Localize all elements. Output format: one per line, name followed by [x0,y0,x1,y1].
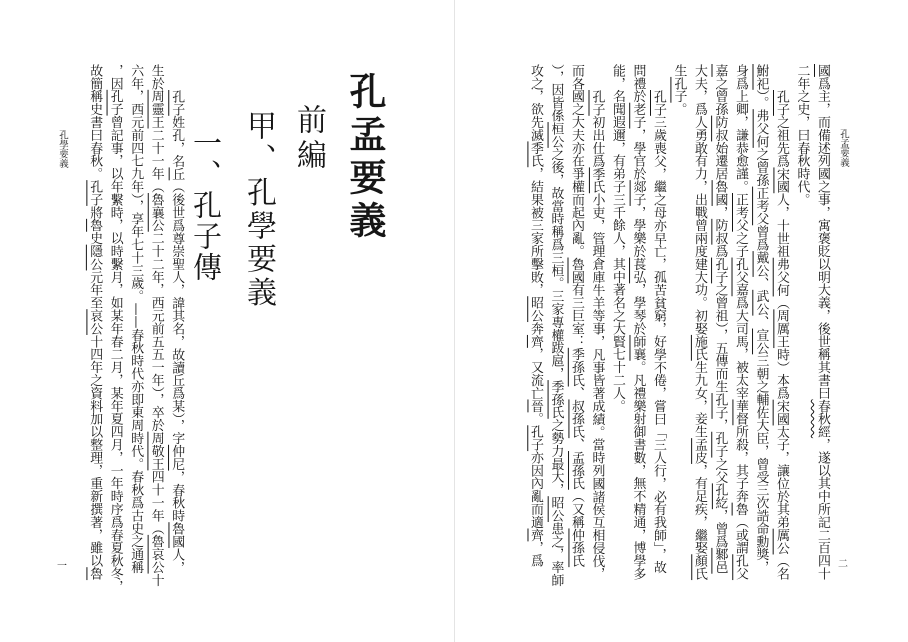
text-column [104,64,125,624]
text-run: 。凡禮樂射御書數，無不精通，博學多 [630,360,646,581]
body-text [84,64,187,624]
text-run: ，遂以其中所記二百四十 [815,438,830,581]
proper-name: 哀公 [87,309,103,335]
text-run: 將 [87,205,103,219]
text-column [586,64,607,624]
proper-name: 郯子 [630,180,646,206]
proper-name: 齊 [528,528,543,542]
running-head: 孔孟要義 [838,129,849,167]
text-column [730,64,751,624]
text-run: ，結果被三家所擊敗， [528,167,543,297]
proper-name: 魯 [733,502,748,516]
proper-name: 孔子 [671,76,687,103]
proper-name: 嘉 [712,64,728,77]
page-number: 二 [838,559,848,570]
text-run: 元年至 [87,270,103,310]
text-run: 生於 [148,64,164,90]
proper-name: 孔子 [651,89,666,116]
text-column [750,64,771,624]
book-title-mark: 春秋經 [815,399,830,439]
proper-name: 魯國 [169,522,185,548]
text-column [668,64,689,624]
running-head: 孔學要義 [57,130,68,168]
text-run: 爲 [712,244,728,258]
proper-name: 季孫氏 [569,347,584,387]
text-run: 、 [753,315,769,329]
text-column [791,64,812,624]
text-run: 亦因內亂而適 [528,451,543,529]
text-run: 之曾祖），五傳而生 [712,283,728,394]
text-run: 三朝之輔佐大臣，曾受三次誥命勳獎， [753,354,769,574]
text-run: 之父 [712,457,728,484]
proper-name: 魯哀公 [148,534,164,574]
text-run: 之勢力最大， [548,418,564,497]
body-text [525,64,833,624]
proper-name: 孔子 [774,89,789,116]
text-run: 故簡稱史書曰春秋。 [87,64,103,181]
text-run: 、 [569,438,584,452]
proper-name: 季氏 [528,141,543,168]
proper-name: 萇弘 [630,257,646,284]
proper-name: 魯國 [569,257,584,284]
text-run: ，有足疾，繼娶 [692,463,707,555]
proper-name: 孔子 [712,393,728,419]
proper-name: 老子 [630,102,646,129]
text-run: 之曾孫 [753,147,769,187]
proper-name: 孔子 [87,180,103,206]
proper-name: 齊 [528,334,543,348]
proper-name: 宋國 [774,399,789,426]
text-run: 二十一年（ [148,128,164,194]
text-run: 奔 [528,322,543,335]
proper-name: 宣公 [753,328,769,355]
text-column [771,64,792,624]
proper-name: 孟孫氏 [569,451,584,490]
text-run: ），因皆係 [548,64,564,123]
proper-name: 國 [815,64,830,77]
proper-name: 丘 [169,167,185,181]
text-run: 十四年之資料加以整理，重新撰著，雖以 [87,334,103,568]
proper-name: 孔父 [733,554,748,581]
text-run: ，曾爲 [712,509,728,548]
proper-name: 仲尼 [169,444,185,471]
proper-name: 鮒祀 [753,64,769,90]
proper-name: 孔父嘉 [733,257,748,297]
text-run: （ [774,296,789,310]
proper-name: 魯 [87,218,103,232]
proper-name: 弗父何 [753,109,769,148]
proper-name: 鄹邑 [712,547,728,574]
text-run: （名 [774,554,789,581]
proper-name: 季氏 [589,167,605,194]
text-run: 十 [148,573,164,587]
proper-name: 戴公 [753,251,769,277]
proper-name: 顏氏 [692,554,707,581]
text-column [627,64,648,624]
text-run: 曾爲 [753,225,769,252]
text-run: 之祖先爲 [774,115,789,168]
text-run: 小吏，管理倉庫牛羊等事，凡事皆著成績。當時列國諸侯互相侵伐， [589,193,605,581]
text-run: 四十一年（ [148,470,164,535]
proper-name: 師襄 [630,334,646,361]
text-run: 攻之，欲先滅 [528,64,543,142]
text-run: 二十二年，西元前五五一年），卒於 [148,231,164,432]
text-run: 之後，故當時稱爲三桓。三家專權跋扈， [548,147,564,381]
text-column [525,64,546,624]
page-number: 一 [57,561,67,572]
proper-name: 正考父 [753,186,769,226]
text-column [648,64,669,624]
proper-name: 弗父何 [774,257,789,297]
proper-name: 周靈王 [148,89,164,129]
text-run: 大夫，爲人勇敢有力，出戰曾兩度建大功。初娶 [692,64,707,335]
proper-name: 孟皮 [692,438,707,464]
proper-name: 孔子 [169,89,185,116]
proper-name: 魯襄公 [148,193,164,232]
text-column [125,64,146,624]
text-run: ，又流亡 [528,347,543,400]
proper-name: 魯 [87,567,103,581]
proper-name: 孔子 [589,89,605,116]
proper-name: 晉 [528,399,543,413]
text-run: ， [712,418,728,432]
proper-name: 孔紇 [712,483,728,510]
text-run: 、 [753,276,769,290]
proper-name: 孔子 [528,425,543,452]
text-column [709,64,730,624]
text-run: 爲主，而備述列國之事，寓褒貶以明大義，後世稱其書曰 [815,76,830,400]
section-title: 甲、孔學要義 [241,110,276,310]
text-run: 人， [169,547,185,574]
text-run: 始遷居 [712,141,728,181]
proper-name: 正考父 [733,193,748,232]
text-run: 而各國之大夫亦在爭權而起內亂。 [569,64,584,258]
text-run: 、 [569,386,584,400]
text-run: ，春秋時 [169,470,185,522]
proper-name: 武公 [753,289,769,316]
proper-name: 桓公 [548,122,564,148]
proper-name: 叔孫氏 [569,399,584,439]
proper-name: 孔子 [712,431,728,458]
text-run: 初出仕爲 [589,115,605,168]
proper-name: 仲孫氏 [569,528,584,568]
text-column [84,64,105,624]
text-run: 。 [671,102,687,116]
text-run: 所殺，其子奔 [733,425,748,503]
book-title: 孔孟要義 [343,72,387,244]
text-run: 能，名聞遐邇，有弟子三千餘人，其中著名之大賢七十二人。 [610,64,625,413]
proper-name: 季孫氏 [548,380,564,419]
proper-name: 隱公 [87,244,103,271]
text-run: 患之，率師 [548,522,564,587]
proper-name: 周厲王 [774,309,789,348]
text-column [166,64,187,624]
text-run: 身爲上卿，謙恭愈謹。 [733,64,748,193]
proper-name: 孔子 [107,89,123,116]
text-run: ，學樂於 [630,205,646,258]
text-run: 史 [87,231,103,245]
text-run: 之曾孫 [712,76,728,116]
text-column [812,64,833,624]
text-run: ，爲 [528,541,543,568]
text-run: ，因 [107,64,123,90]
proper-name: 昭公 [528,296,543,323]
text-run: 問禮於 [630,64,646,103]
proper-name: 昭公 [548,496,564,522]
text-run: ， [712,205,728,219]
text-run: ）。 [753,89,769,110]
proper-name: 防叔 [712,115,728,142]
proper-name: 防叔 [712,218,728,245]
text-column [545,64,566,624]
text-run: 之子 [733,231,748,258]
proper-name: 宋國 [774,167,789,194]
text-run: 姓孔，名 [169,115,185,168]
text-run: 三歲喪父，繼之母亦早亡，孤苦貧窮，好學不倦，嘗曰「三人行，必有我師」，故 [651,115,666,574]
proper-name: 華督 [733,399,748,426]
text-column [566,64,587,624]
proper-name: 孔子 [712,257,728,284]
text-run: 生九女，妾生 [692,360,707,439]
proper-name: 周敬王 [148,431,164,471]
text-run: （後世爲尊崇聖人，諱其名，故讀丘爲某），字 [169,180,185,445]
text-run: 爲大司馬，被太宰 [733,296,748,400]
text-run: 人，十世祖 [774,193,789,258]
text-column [607,64,628,624]
text-column [145,64,166,624]
text-run: 有三巨室： [569,283,584,348]
part-title: 前編 [291,104,326,174]
text-run: （又稱 [569,489,584,529]
text-run: 六年，西元前四七九年），享年七十三歲。——春秋時代亦即東周時代。春秋爲古史之通稱 [128,64,144,574]
text-column [689,64,710,624]
proper-name: 施氏 [692,334,707,361]
text-run: ，學官於 [630,128,646,181]
text-run: 太子，讓位於其弟 [774,425,789,529]
text-run: 曾記事，以年繫時，以時繫月，如某年春二月，某年夏四月，一年時序爲春夏秋冬， [107,115,123,593]
proper-name: 厲公 [774,528,789,555]
text-run: （或謂 [733,515,748,555]
text-run: 。 [528,412,543,426]
text-run: ，學琴於 [630,283,646,335]
chapter-title: 一、孔子傳 [189,128,223,283]
text-run: 生 [671,64,687,77]
text-run: 二年之史，曰春秋時代。 [794,64,810,206]
text-run: 時）本爲 [774,347,789,400]
proper-name: 魯國 [712,180,728,206]
